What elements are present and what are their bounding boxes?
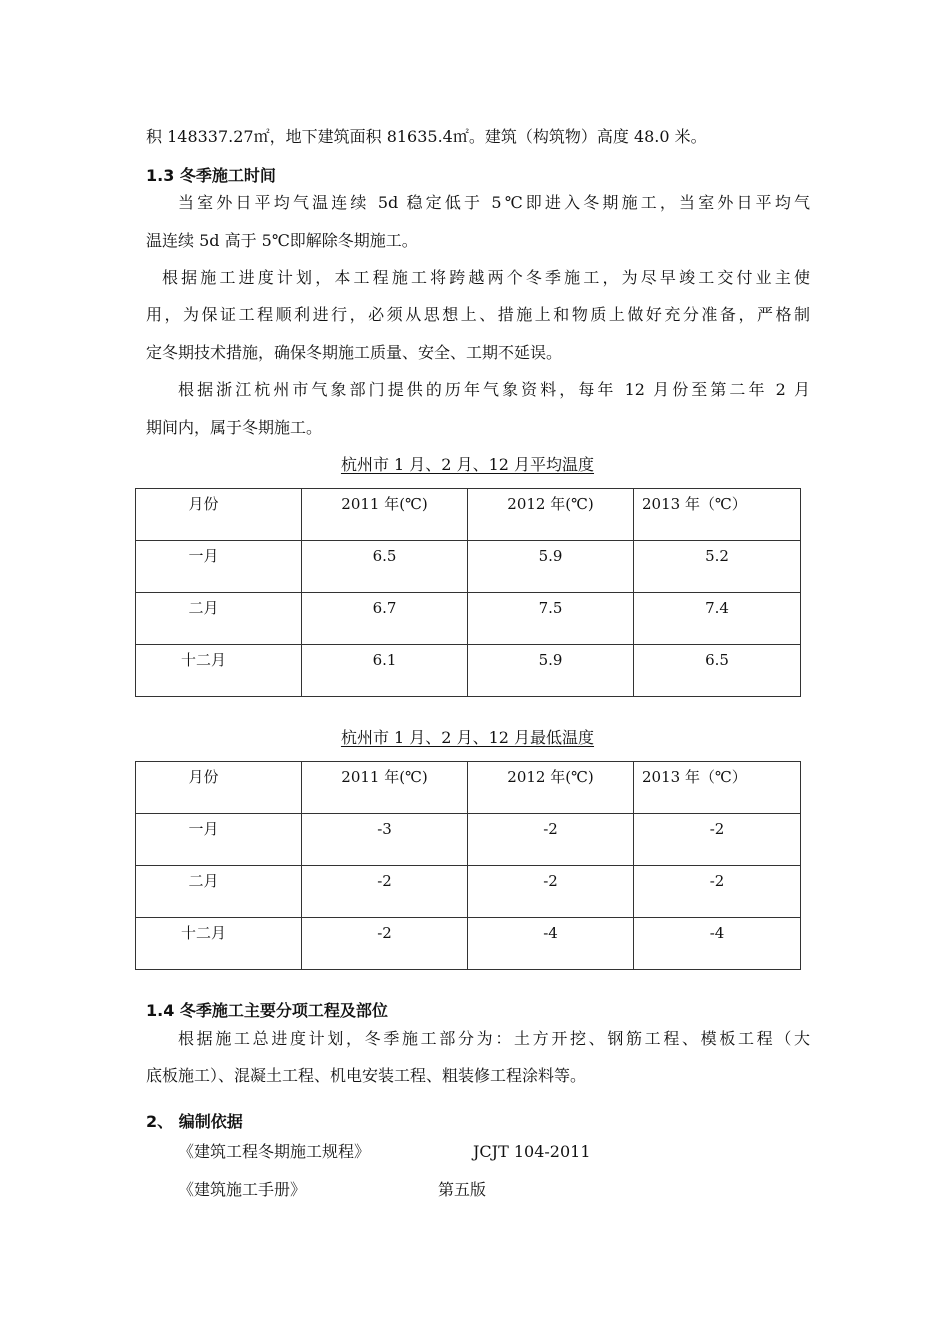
month-cell: 二月 (136, 866, 302, 918)
paragraph-1-line-2: 温连续 5d 高于 5℃即解除冬期施工。 (146, 231, 418, 250)
section-heading-1-4: 1.4 冬季施工主要分项工程及部位 (146, 1001, 388, 1020)
value-cell: -2 (468, 866, 634, 918)
paragraph-2-line-2: 用，为保证工程顺利进行，必须从思想上、措施上和物质上做好充分准备，严格制 (146, 305, 810, 324)
reference-code-1: JCJT 104-2011 (473, 1142, 591, 1161)
table-row (136, 814, 801, 866)
section-heading-1-3: 1.3 冬季施工时间 (146, 166, 276, 185)
header-cell: 2011 年(℃) (302, 762, 468, 814)
month-cell: 十二月 (136, 645, 302, 697)
table-row (136, 541, 801, 593)
table-row (136, 866, 801, 918)
table-avg-caption: 杭州市 1 月、2 月、12 月平均温度 (340, 455, 595, 474)
value-cell: -3 (302, 814, 468, 866)
month-cell: 一月 (136, 814, 302, 866)
header-cell: 2012 年(℃) (468, 489, 634, 541)
table-row (136, 918, 801, 970)
value-cell: 5.9 (468, 645, 634, 697)
table-avg-temperature (135, 488, 801, 697)
table-row (136, 593, 801, 645)
area-text: 积 148337.27㎡，地下建筑面积 81635.4㎡。建筑（构筑物）高度 48.0 米。 (146, 127, 707, 146)
paragraph-4-line-1: 根据施工总进度计划，冬季施工部分为：土方开挖、钢筋工程、模板工程（大 (178, 1029, 810, 1048)
table-min-temperature (135, 761, 801, 970)
header-cell: 2012 年(℃) (468, 762, 634, 814)
paragraph-3-line-2: 期间内，属于冬期施工。 (146, 418, 323, 437)
header-cell: 月份 (136, 489, 302, 541)
reference-title-1: 《建筑工程冬期施工规程》 (178, 1142, 371, 1161)
value-cell: -2 (302, 866, 468, 918)
table-min-caption: 杭州市 1 月、2 月、12 月最低温度 (340, 728, 595, 747)
value-cell: 6.7 (302, 593, 468, 645)
paragraph-3-line-1: 根据浙江杭州市气象部门提供的历年气象资料，每年 12 月份至第二年 2 月 (178, 380, 810, 399)
value-cell: 5.2 (634, 541, 801, 593)
value-cell: 6.5 (634, 645, 801, 697)
value-cell: 7.5 (468, 593, 634, 645)
value-cell: 7.4 (634, 593, 801, 645)
value-cell: -2 (302, 918, 468, 970)
paragraph-4-line-2: 底板施工）、混凝土工程、机电安装工程、粗装修工程涂料等。 (146, 1066, 587, 1085)
paragraph-2-line-1: 根据施工进度计划，本工程施工将跨越两个冬季施工，为尽早竣工交付业主使 (162, 268, 810, 287)
reference-title-2: 《建筑施工手册》 (178, 1180, 307, 1199)
paragraph-2-line-3: 定冬期技术措施，确保冬期施工质量、安全、工期不延误。 (146, 343, 563, 362)
value-cell: -2 (634, 814, 801, 866)
section-heading-2: 2、 编制依据 (146, 1112, 243, 1131)
value-cell: -2 (468, 814, 634, 866)
value-cell: -4 (634, 918, 801, 970)
month-cell: 一月 (136, 541, 302, 593)
value-cell: 6.5 (302, 541, 468, 593)
table-header-row (136, 762, 801, 814)
month-cell: 十二月 (136, 918, 302, 970)
header-cell: 月份 (136, 762, 302, 814)
value-cell: -2 (634, 866, 801, 918)
table-header-row (136, 489, 801, 541)
header-cell: 2013 年（℃） (634, 762, 801, 814)
reference-edition-2: 第五版 (438, 1180, 487, 1199)
paragraph-1-line-1: 当室外日平均气温连续 5d 稳定低于 5℃即进入冬期施工，当室外日平均气 (178, 193, 810, 212)
value-cell: 5.9 (468, 541, 634, 593)
table-row (136, 645, 801, 697)
header-cell: 2011 年(℃) (302, 489, 468, 541)
header-cell: 2013 年（℃） (634, 489, 801, 541)
value-cell: 6.1 (302, 645, 468, 697)
month-cell: 二月 (136, 593, 302, 645)
value-cell: -4 (468, 918, 634, 970)
